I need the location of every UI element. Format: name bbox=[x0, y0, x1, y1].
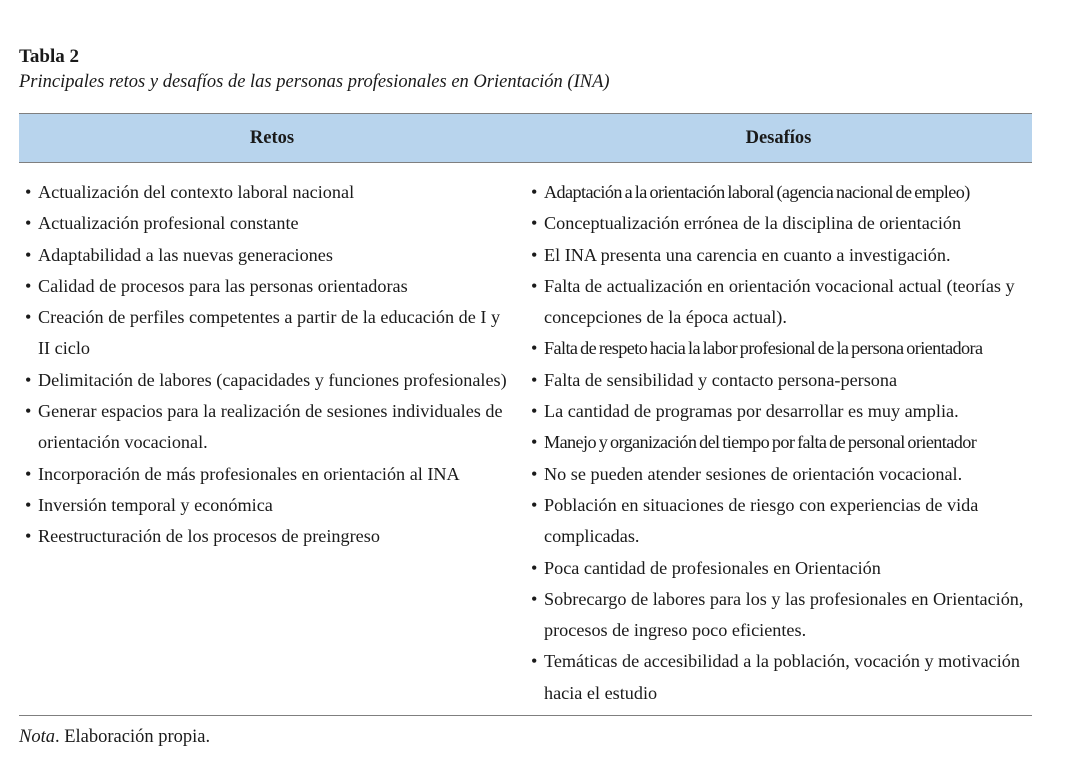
table-title: Principales retos y desafíos de las personas profesionales en Orientación (INA) bbox=[19, 72, 610, 92]
reto-item: • Actualización del contexto laboral nacional bbox=[25, 177, 511, 208]
reto-item: • Incorporación de más profesionales en orientación al INA bbox=[25, 459, 511, 490]
reto-item: • Calidad de procesos para las personas orientadoras bbox=[25, 271, 511, 302]
desafio-item: • Manejo y organización del tiempo por falta de personal orientador bbox=[531, 427, 1032, 458]
note-label: Nota bbox=[19, 727, 55, 747]
desafios-cell bbox=[525, 163, 1032, 716]
header-retos: Retos bbox=[19, 114, 525, 163]
table-note bbox=[19, 724, 210, 750]
desafio-item: • Poca cantidad de profesionales en Orientación bbox=[531, 553, 1032, 584]
header-desafios: Desafíos bbox=[525, 114, 1032, 163]
desafio-item: • Sobrecargo de labores para los y las profesionales en Orientación, procesos de ingreso poco eficientes. bbox=[531, 584, 1032, 647]
desafios-list bbox=[531, 177, 1032, 709]
header-row bbox=[19, 114, 1032, 163]
desafio-item: • La cantidad de programas por desarrollar es muy amplia. bbox=[531, 396, 1032, 427]
desafio-item: • Conceptualización errónea de la disciplina de orientación bbox=[531, 208, 1032, 239]
reto-item: • Inversión temporal y económica bbox=[25, 490, 511, 521]
desafio-item: • El INA presenta una carencia en cuanto a investigación. bbox=[531, 240, 1032, 271]
reto-item: • Actualización profesional constante bbox=[25, 208, 511, 239]
desafio-item: • Población en situaciones de riesgo con experiencias de vida complicadas. bbox=[531, 490, 1032, 553]
desafio-item: • Falta de actualización en orientación vocacional actual (teorías y concepciones de la época actual). bbox=[531, 271, 1032, 334]
desafio-item: • Temáticas de accesibilidad a la población, vocación y motivación hacia el estudio bbox=[531, 646, 1032, 709]
table-number: Tabla 2 bbox=[19, 46, 80, 67]
table-container bbox=[19, 113, 1032, 716]
desafio-item: • Falta de respeto hacia la labor profesional de la persona orientadora bbox=[531, 333, 1032, 364]
desafio-item: • Adaptación a la orientación laboral (agencia nacional de empleo) bbox=[531, 177, 1032, 208]
retos-cell bbox=[19, 163, 525, 716]
note-text: . Elaboración propia. bbox=[54, 727, 211, 747]
retos-list bbox=[25, 177, 511, 553]
reto-item: • Adaptabilidad a las nuevas generaciones bbox=[25, 240, 511, 271]
table-caption bbox=[19, 44, 1032, 94]
reto-item: • Reestructuración de los procesos de preingreso bbox=[25, 521, 511, 552]
reto-item: • Generar espacios para la realización de sesiones individuales de orientación vocacional. bbox=[25, 396, 511, 459]
desafio-item: • No se pueden atender sesiones de orientación vocacional. bbox=[531, 459, 1032, 490]
desafio-item: • Falta de sensibilidad y contacto persona-persona bbox=[531, 365, 1032, 396]
challenges-table bbox=[19, 113, 1032, 716]
reto-item: • Delimitación de labores (capacidades y funciones profesionales) bbox=[25, 365, 511, 396]
reto-item: • Creación de perfiles competentes a partir de la educación de I y II ciclo bbox=[25, 302, 511, 365]
body-row bbox=[19, 163, 1032, 716]
